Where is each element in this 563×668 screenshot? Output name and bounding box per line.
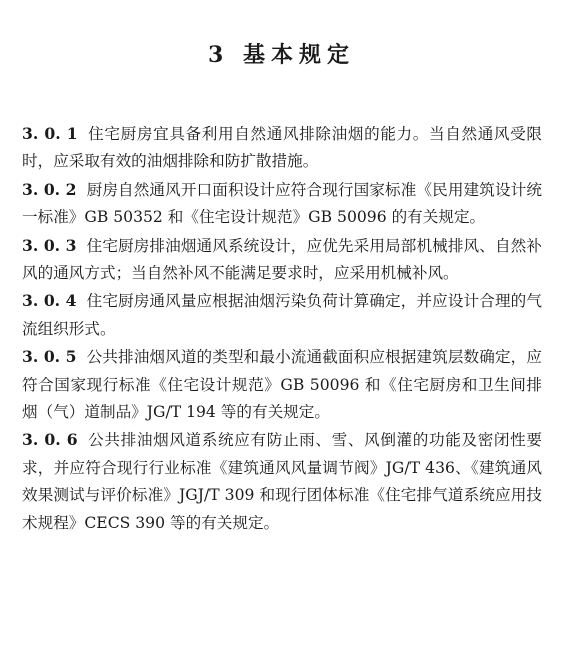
- clause: [22, 343, 542, 426]
- clause-number: 3. 0. 2: [22, 179, 77, 199]
- clause-text: 住宅厨房排油烟通风系统设计，应优先采用局部机械排风、自然补风的通风方式；当自然补风不能满足要求时，应采用机械补风。: [22, 236, 542, 283]
- clause-list: [22, 120, 542, 537]
- clause-number: 3. 0. 1: [22, 124, 78, 143]
- clause-text: 住宅厨房通风量应根据油烟污染负荷计算确定，并应设计合理的气流组织形式。: [22, 292, 542, 338]
- clause: [22, 120, 542, 176]
- clause: [22, 426, 542, 537]
- clause-number: 3. 0. 6: [22, 430, 78, 450]
- clause: [22, 176, 542, 232]
- clause-number: 3. 0. 4: [22, 291, 77, 311]
- clause-number: 3. 0. 5: [22, 347, 77, 367]
- clause: [22, 232, 542, 288]
- clause-text: 厨房自然通风开口面积设计应符合现行国家标准《民用建筑设计统一标准》GB 50352 和《住宅设计规范》GB 50096 的有关规定。: [22, 180, 542, 227]
- clause-text: 住宅厨房宜具备利用自然通风排除油烟的能力。当自然通风受限时，应采取有效的油烟排除和防扩散措施。: [22, 125, 542, 171]
- clause-number: 3. 0. 3: [22, 235, 77, 255]
- clause-text: 公共排油烟风道的类型和最小流通截面积应根据建筑层数确定，应符合国家现行标准《住宅设计规范》GB 50096 和《住宅厨房和卫生间排烟（气）道制品》JG/T 194 等的有关规定。: [22, 348, 542, 422]
- clause-text: 公共排油烟风道系统应有防止雨、雪、风倒灌的功能及密闭性要求，并应符合现行行业标准《建筑通风风量调节阀》JG/T 436、《建筑通风效果测试与评价标准》JGJ/T 309 和现行团体标准《住宅排气道系统应用技术规程》CECS 390 等的有关规定。: [22, 431, 542, 532]
- clause: [22, 287, 542, 343]
- section-title: 3 基本规定: [208, 42, 355, 68]
